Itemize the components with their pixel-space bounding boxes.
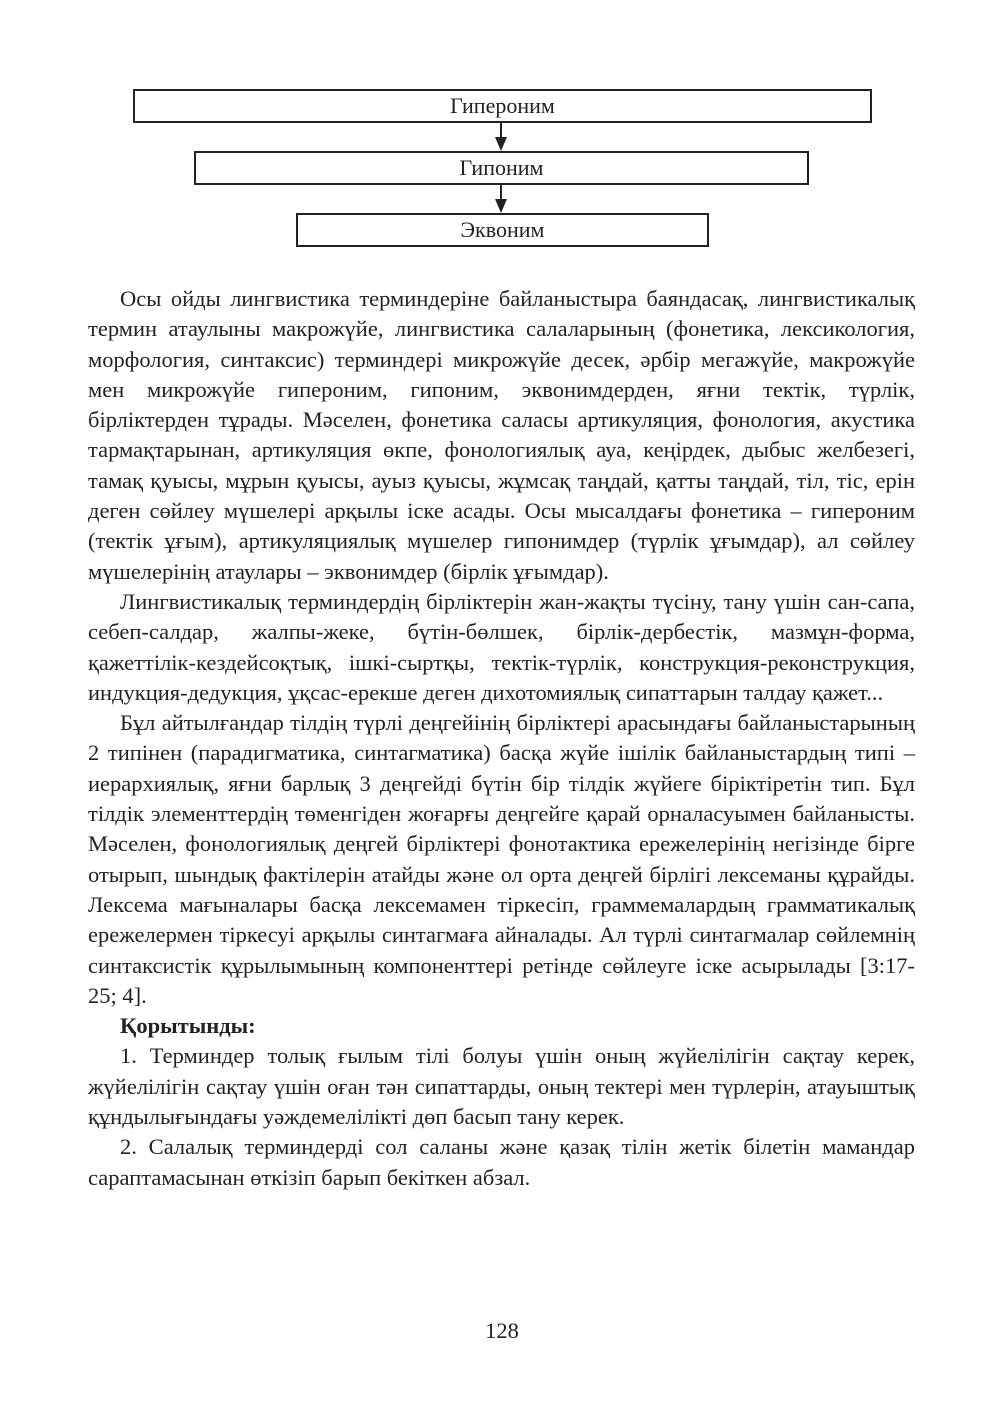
page-number: 128 — [485, 1318, 519, 1343]
conclusion-item: 2. Салалық терминдерді сол саланы және қазақ тілін жетік білетін мамандар сараптамасынан өткізіп барып бекіткен абзал. — [88, 1134, 915, 1190]
conclusion-item: 1. Терминдер толық ғылым тілі болуы үшін оның жүйелілігін сақтау керек, жүйелілігін сақтау үшін оған тән сипаттарды, оның тектері мен түрлерін, атауыштық құндылығындағы уәждемелілікті дөп басып тану керек. — [88, 1043, 915, 1130]
hyponym-box — [194, 151, 809, 185]
equonym-label: Эквоним — [460, 217, 545, 242]
paragraph: Лингвистикалық терминдердің бірліктерін жан-жақты түсіну, тану үшін сан-сапа, себеп-салдар, жалпы-жеке, бүтін-бөлшек, бірлік-дербестік, мазмұн-форма, қажеттілік-кездейсоқтық, ішкі-сыртқы, тектік-түрлік, конструкция-реконструкция, индукция-дедукция, ұқсас-ерекше деген дихотомиялық сипаттарын талдау қажет... — [88, 588, 915, 705]
body-text — [88, 284, 915, 1193]
arrow-down-icon — [494, 185, 508, 213]
paragraph: Бұл айтылғандар тілдің түрлі деңгейінің бірліктері арасындағы байланыстарының 2 типінен (парадигматика, синтагматика) басқа жүйе ішілік байланыстардың типі – иерархиялық, яғни барлық 3 деңгейді бүтін бір тілдік жүйеге біріктіретін тип. Бұл тілдік элементтердің төменгіден жоғарғы деңгейге қарай орналасуымен байланысты. Мәселен, фонологиялық деңгей бірліктері фонотактика ережелерінің негізінде бірге отырып, шындық фактілерін атайды және ол орта деңгей бірлігі лексеманы құрайды. Лексема мағыналары басқа лексемамен тіркесіп, граммемалардың грамматикалық ережелермен тіркесуі арқылы синтагмаға айналады. Ал түрлі синтагмалар сөйлемнің синтаксистік құрылымының компоненттері ретінде сөйлеуге іске асырылады [3:17-25; 4]. — [88, 710, 915, 1008]
equonym-box — [296, 213, 709, 247]
hyponym-label: Гипоним — [459, 155, 544, 180]
arrow-down-icon — [494, 123, 508, 151]
conclusion-heading: Қорытынды: — [120, 1013, 256, 1039]
hyperonym-box — [133, 89, 872, 123]
hyperonym-label: Гипероним — [450, 93, 555, 118]
paragraph: Осы ойды лингвистика терминдеріне байланыстыра баяндасақ, лингвистикалық термин атаулыны макрожүйе, лингвистика салаларының (фонетика, лексикология, морфология, синтаксис) терминдері микрожүйе десек, әрбір мегажүйе, макрожүйе мен микрожүйе гипероним, гипоним, эквонимдерден, яғни тектік, түрлік, бірліктерден тұрады. Мәселен, фонетика саласы артикуляция, фонология, акустика тармақтарынан, артикуляция өкпе, фонологиялық ауа, кеңірдек, дыбыс желбезегі, тамақ қуысы, мұрын қуысы, ауыз қуысы, жұмсақ таңдай, қатты таңдай, тіл, тіс, ерін деген сөйлеу мүшелері арқылы іске асады. Осы мысалдағы фонетика – гипероним (тектік ұғым), артикуляциялық мүшелер гипонимдер (түрлік ұғымдар), ал сөйлеу мүшелерінің атаулары – эквонимдер (бірлік ұғымдар). — [88, 286, 915, 584]
hierarchy-diagram — [0, 0, 1004, 260]
